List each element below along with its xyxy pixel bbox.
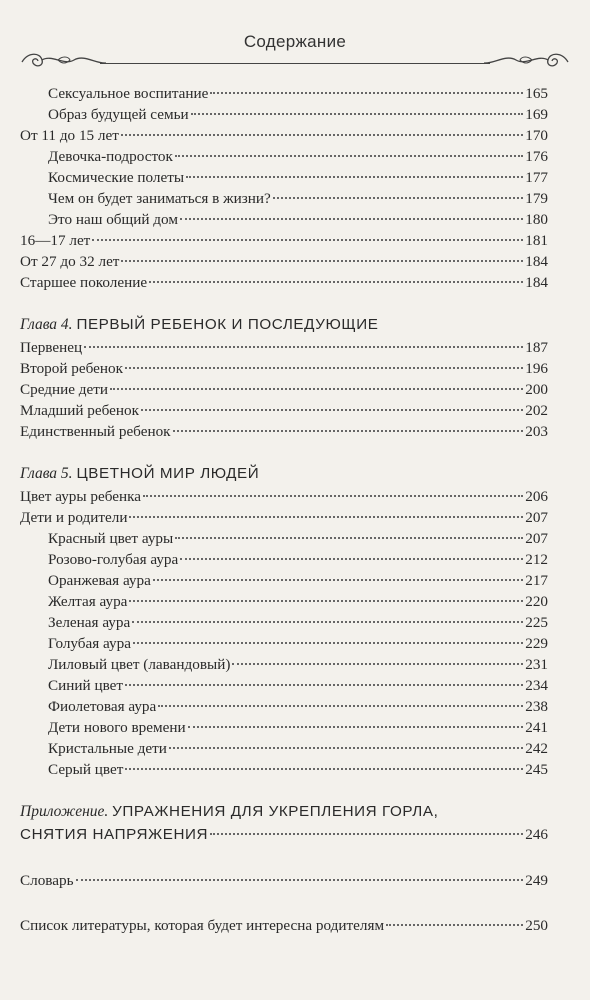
- toc-group-chapter-4: [20, 337, 548, 442]
- toc-group-continued: [20, 83, 548, 293]
- toc-entry[interactable]: Цвет ауры ребенка 206: [20, 488, 548, 505]
- toc-entry[interactable]: Синий цвет 234: [48, 677, 548, 694]
- header-rule: [100, 63, 490, 64]
- dot-leader: [92, 239, 523, 241]
- dot-leader: [84, 346, 523, 348]
- dot-leader: [175, 537, 523, 539]
- toc-entry[interactable]: Желтая аура 220: [48, 593, 548, 610]
- toc-entry[interactable]: Первенец 187: [20, 339, 548, 356]
- toc-entry[interactable]: Сексуальное воспитание 165: [48, 85, 548, 102]
- dot-leader: [125, 768, 523, 770]
- toc-entry[interactable]: Младший ребенок 202: [20, 402, 548, 419]
- dot-leader: [210, 92, 523, 94]
- dot-leader: [121, 134, 523, 136]
- chapter-4-heading: Глава 4. ПЕРВЫЙ РЕБЕНОК И ПОСЛЕДУЮЩИЕ: [20, 316, 379, 333]
- dot-leader: [141, 409, 523, 411]
- dot-leader: [210, 833, 523, 835]
- toc-entry-references[interactable]: Список литературы, которая будет интересна родителям 250: [20, 917, 548, 934]
- toc-entry[interactable]: Средние дети 200: [20, 381, 548, 398]
- dot-leader: [129, 600, 523, 602]
- toc-group-chapter-5: [20, 486, 548, 780]
- dot-leader: [273, 197, 523, 199]
- dot-leader: [129, 516, 523, 518]
- toc-entry[interactable]: Оранжевая аура 217: [48, 572, 548, 589]
- toc-entry[interactable]: 16—17 лет 181: [20, 232, 548, 249]
- toc-entry[interactable]: От 11 до 15 лет 170: [20, 127, 548, 144]
- toc-entry[interactable]: Образ будущей семьи 169: [48, 106, 548, 123]
- toc-entry[interactable]: Дети и родители 207: [20, 509, 548, 526]
- toc-entry[interactable]: Кристальные дети 242: [48, 740, 548, 757]
- toc-entry[interactable]: Единственный ребенок 203: [20, 423, 548, 440]
- toc-entry[interactable]: Розово-голубая аура 212: [48, 551, 548, 568]
- toc-entry[interactable]: Голубая аура 229: [48, 635, 548, 652]
- toc-entry[interactable]: От 27 до 32 лет 184: [20, 253, 548, 270]
- dot-leader: [188, 726, 524, 728]
- page-title: Содержание: [243, 32, 347, 51]
- chapter-5-heading: Глава 5. ЦВЕТНОЙ МИР ЛЮДЕЙ: [20, 465, 260, 482]
- toc-entry[interactable]: Лиловый цвет (лавандовый) 231: [48, 656, 548, 673]
- appendix-heading-line-2[interactable]: СНЯТИЯ НАПРЯЖЕНИЯ 246: [20, 826, 548, 843]
- toc-entry[interactable]: Фиолетовая аура 238: [48, 698, 548, 715]
- dot-leader: [186, 176, 523, 178]
- dot-leader: [158, 705, 523, 707]
- toc-entry-glossary[interactable]: Словарь 249: [20, 872, 548, 889]
- toc-entry[interactable]: Серый цвет 245: [48, 761, 548, 778]
- table-of-contents: [20, 83, 548, 936]
- toc-entry[interactable]: Второй ребенок 196: [20, 360, 548, 377]
- dot-leader: [180, 218, 523, 220]
- toc-entry[interactable]: Это наш общий дом 180: [48, 211, 548, 228]
- dot-leader: [149, 281, 523, 283]
- toc-entry[interactable]: Космические полеты 177: [48, 169, 548, 186]
- toc-entry[interactable]: Чем он будет заниматься в жизни? 179: [48, 190, 548, 207]
- dot-leader: [232, 663, 523, 665]
- dot-leader: [180, 558, 523, 560]
- dot-leader: [386, 924, 523, 926]
- dot-leader: [133, 642, 523, 644]
- dot-leader: [125, 367, 523, 369]
- toc-entry[interactable]: Зеленая аура 225: [48, 614, 548, 631]
- dot-leader: [110, 388, 523, 390]
- dot-leader: [143, 495, 523, 497]
- dot-leader: [132, 621, 523, 623]
- toc-entry[interactable]: Девочка-подросток 176: [48, 148, 548, 165]
- dot-leader: [173, 430, 524, 432]
- dot-leader: [121, 260, 523, 262]
- dot-leader: [153, 579, 523, 581]
- appendix-heading[interactable]: Приложение. УПРАЖНЕНИЯ ДЛЯ УКРЕПЛЕНИЯ ГОРЛА,: [20, 803, 439, 820]
- toc-entry[interactable]: Старшее поколение 184: [20, 274, 548, 291]
- toc-entry[interactable]: Красный цвет ауры 207: [48, 530, 548, 547]
- dot-leader: [169, 747, 523, 749]
- dot-leader: [76, 879, 524, 881]
- dot-leader: [191, 113, 524, 115]
- toc-entry[interactable]: Дети нового времени 241: [48, 719, 548, 736]
- dot-leader: [125, 684, 523, 686]
- flourish-right-icon: [482, 48, 572, 70]
- page-header: [0, 28, 590, 68]
- dot-leader: [175, 155, 523, 157]
